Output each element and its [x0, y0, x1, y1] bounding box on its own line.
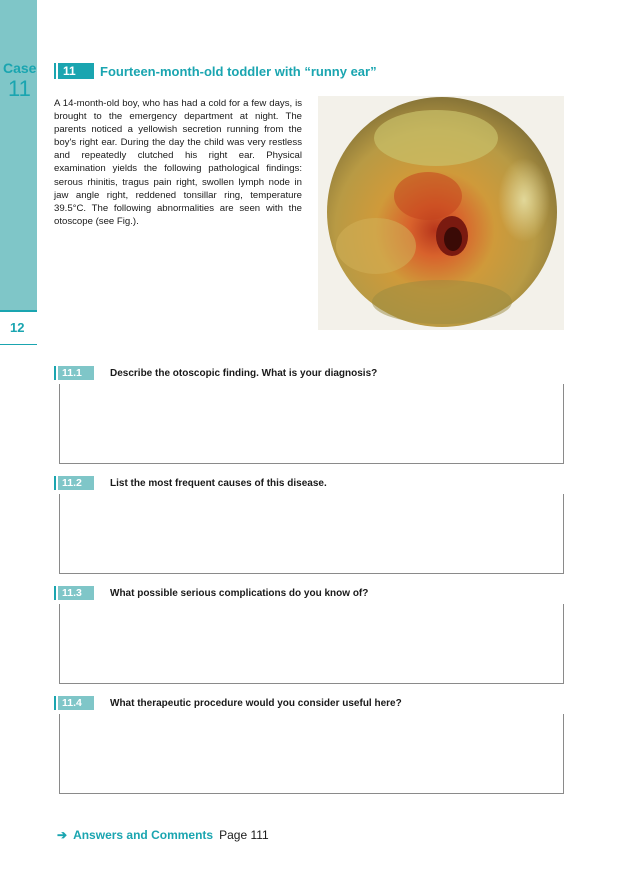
- question-1-heading: [54, 366, 377, 380]
- answers-link[interactable]: Answers and Comments: [73, 828, 214, 842]
- page-number: 12: [10, 320, 25, 335]
- question-bar: [54, 476, 56, 490]
- heading-bar: [54, 63, 56, 79]
- question-number: 11.3: [58, 586, 94, 600]
- footer-page-ref: Page 111: [219, 828, 269, 842]
- page-number-rule: [0, 344, 37, 345]
- answer-box-1[interactable]: [59, 384, 564, 464]
- footer: [57, 828, 269, 842]
- arrow-right-icon: ➔: [57, 828, 68, 842]
- sidebar-divider: [0, 310, 37, 312]
- question-2-heading: [54, 476, 327, 490]
- question-text: What possible serious complications do you know of?: [110, 587, 369, 599]
- answer-box-3[interactable]: [59, 604, 564, 684]
- question-bar: [54, 366, 56, 380]
- otoscope-photo-graphic: [318, 96, 564, 330]
- answer-box-2[interactable]: [59, 494, 564, 574]
- case-label: Case: [3, 60, 37, 76]
- question-number: 11.2: [58, 476, 94, 490]
- question-number: 11.4: [58, 696, 94, 710]
- otoscope-image: [318, 96, 564, 330]
- case-title: Fourteen-month-old toddler with “runny ear”: [100, 63, 377, 79]
- question-bar: [54, 586, 56, 600]
- answer-box-4[interactable]: [59, 714, 564, 794]
- question-4-heading: [54, 696, 402, 710]
- question-3-heading: [54, 586, 368, 600]
- question-text: List the most frequent causes of this disease.: [110, 477, 327, 489]
- case-heading: [54, 63, 377, 79]
- question-text: Describe the otoscopic finding. What is your diagnosis?: [110, 367, 378, 379]
- case-description: A 14-month-old boy, who has had a cold for a few days, is brought to the emergency department at night. The parents noticed a yellowish secretion running from the boy's right ear. During the day the child was very restless and repeatedly clutched his right ear. Physical examination yields the following pathological findings: serous rhinitis, tragus pain right, swollen lymph node in jaw angle right, reddened tonsillar ring, temperature 39.5°C. The following abnormalities are seen with the otoscope (see Fig.).: [54, 98, 302, 227]
- case-heading-number: 11: [58, 63, 94, 79]
- question-number: 11.1: [58, 366, 94, 380]
- sidebar-strip: [0, 0, 37, 310]
- case-number: 11: [8, 76, 31, 101]
- question-text: What therapeutic procedure would you consider useful here?: [110, 697, 402, 709]
- question-bar: [54, 696, 56, 710]
